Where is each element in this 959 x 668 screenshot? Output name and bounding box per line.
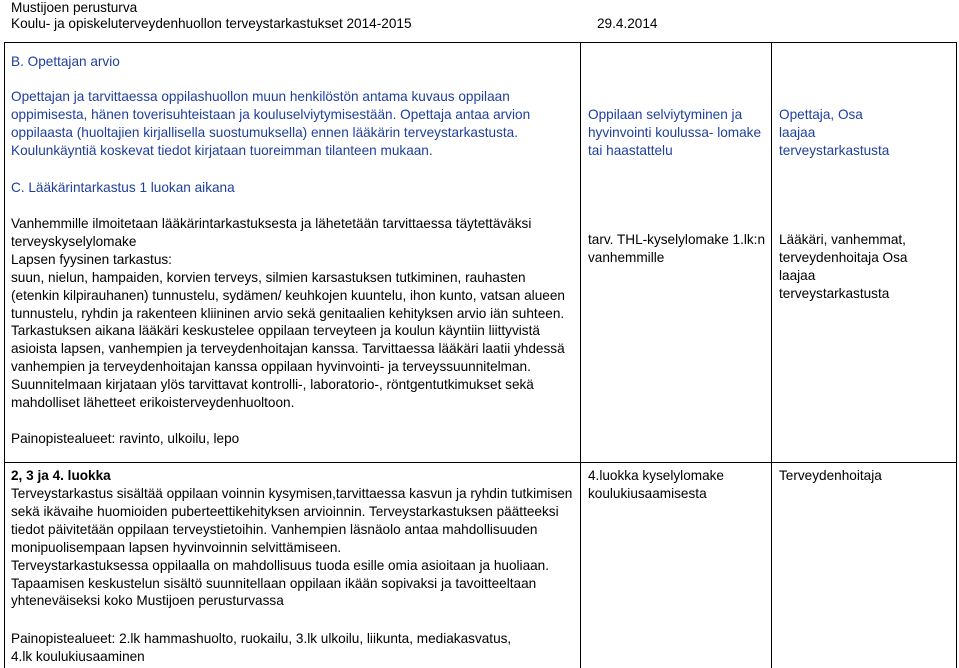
section-c-title: C. Lääkärintarkastus 1 luokan aikana <box>11 180 235 195</box>
grades-line: Terveystarkastus sisältää oppilaan voinnin kysymisen,tarvittaessa kasvun ja ryhdin tutkimisen <box>11 486 573 501</box>
section-c-line: (etenkin kilpirauhanen) tunnustelu, sydämen/ keuhkojen kuuntelu, ihon kunto, vatsan alueen <box>11 287 565 303</box>
table-left-border <box>4 42 5 668</box>
section-b-body: Opettajan ja tarvittaessa oppilashuollon muun henkilöstön antama kuvaus oppilaan oppimisesta, hänen toverisuhteistaan ja kouluselviytymisestään. Opettaja antaa arvion oppilaasta (huoltajien kirjallisella suostumuksella) ennen lääkärin terveystarkastusta. Koulunkäyntiä koskevat tiedot kirjataan tuoreimman tilanteen mukaan. <box>11 89 531 158</box>
section-c-line: vanhempien ja terveydenhoitajan kanssa oppilaan hyvinvointi- ja terveyssuunnitelman. <box>11 359 531 375</box>
grades-line: Tapaamisen keskustelun sisältö suunnitellaan oppilaan ikään sopivaksi ja tavoitteeltaan <box>11 575 537 591</box>
table-column-divider-1 <box>580 42 581 668</box>
section-c-body <box>11 215 579 412</box>
section-b-responsible: Opettaja, Osa laajaa terveystarkastusta <box>779 107 890 158</box>
section-b-title: B. Opettajan arvio <box>11 54 120 69</box>
grades-method: 4.luokka kyselylomake koulukiusaamisesta <box>588 468 724 501</box>
grades-focus-line: Painopistealueet: 2.lk hammashuolto, ruokailu, 3.lk ulkoilu, liikunta, mediakasvatus, <box>11 631 512 646</box>
table-column-divider-2 <box>771 42 772 668</box>
grades-line: tiedot päivitetään oppilaan terveystietoihin. Vanhempien läsnäolo antaa mahdollisuuden <box>11 521 538 537</box>
grades-body <box>11 485 579 610</box>
section-c-line: mahdolliset lähetteet erikoisterveydenhuoltoon. <box>11 395 295 411</box>
grades-responsible: Terveydenhoitaja <box>779 468 882 483</box>
section-c-line: terveyskyselylomake <box>11 233 137 249</box>
section-c-responsible: Lääkäri, vanhemmat, terveydenhoitaja Osa laajaa terveystarkastusta <box>779 232 908 301</box>
header-date: 29.4.2014 <box>597 16 658 31</box>
grades-line: Terveystarkastuksessa oppilaalla on mahdollisuus tuoda esille omia asioitaan ja huoliaan. <box>11 557 550 573</box>
grades-focus-line: 4.lk koulukiusaaminen <box>11 648 145 664</box>
table-top-border <box>4 42 957 43</box>
section-c-line: Vanhemmille ilmoitetaan lääkärintarkastuksesta ja lähetetään tarvittaessa täytettäväksi <box>11 216 532 231</box>
section-c-line: suun, nielun, hampaiden, korvien terveys, silmien karsastuksen tutkiminen, rauhasten <box>11 269 526 285</box>
table-row-divider <box>4 462 957 463</box>
section-c-line: Suunnitelmaan kirjataan ylös tarvittavat kontrolli-, laboratorio-, röntgentutkimukset sekä <box>11 377 534 393</box>
grades-line: monipuolisempaan lapsen hyvinvoinnin selvittämiseen. <box>11 539 342 555</box>
section-c-line: Tarkastuksen aikana lääkäri keskustelee oppilaan terveyteen ja koulun käyntiin liittyvistä <box>11 323 540 339</box>
grades-line: yhteneväiseksi koko Mustijoen perusturvassa <box>11 593 284 609</box>
grades-focus-areas <box>11 630 579 666</box>
table-right-border <box>956 42 957 668</box>
header-document-title: Koulu- ja opiskeluterveydenhuollon terveystarkastukset 2014-2015 <box>11 16 412 31</box>
header-organization: Mustijoen perusturva <box>11 0 138 15</box>
grades-line: sekä ikävaihe huomioiden puberteettikehityksen arvioinnin. Terveystarkastuksen päätteeksi <box>11 503 559 519</box>
section-c-line: tunnustelu, ryhdin ja rakenteen kliininen arvio sekä genitaalien kehityksen arvio iän suhteen. <box>11 305 565 321</box>
section-c-line: asioista lapsen, vanhempien ja terveydenhoitajan kanssa. Tarvittaessa lääkäri laatii yhdessä <box>11 341 565 357</box>
section-b-method: Oppilaan selviytyminen ja hyvinvointi koulussa- lomake tai haastattelu <box>588 107 762 158</box>
section-c-focus-areas: Painopistealueet: ravinto, ulkoilu, lepo <box>11 431 240 446</box>
grades-title: 2, 3 ja 4. luokka <box>11 468 111 483</box>
section-c-method: tarv. THL-kyselylomake 1.lk:n vanhemmille <box>588 232 766 265</box>
section-c-line: Lapsen fyysinen tarkastus: <box>11 251 172 267</box>
